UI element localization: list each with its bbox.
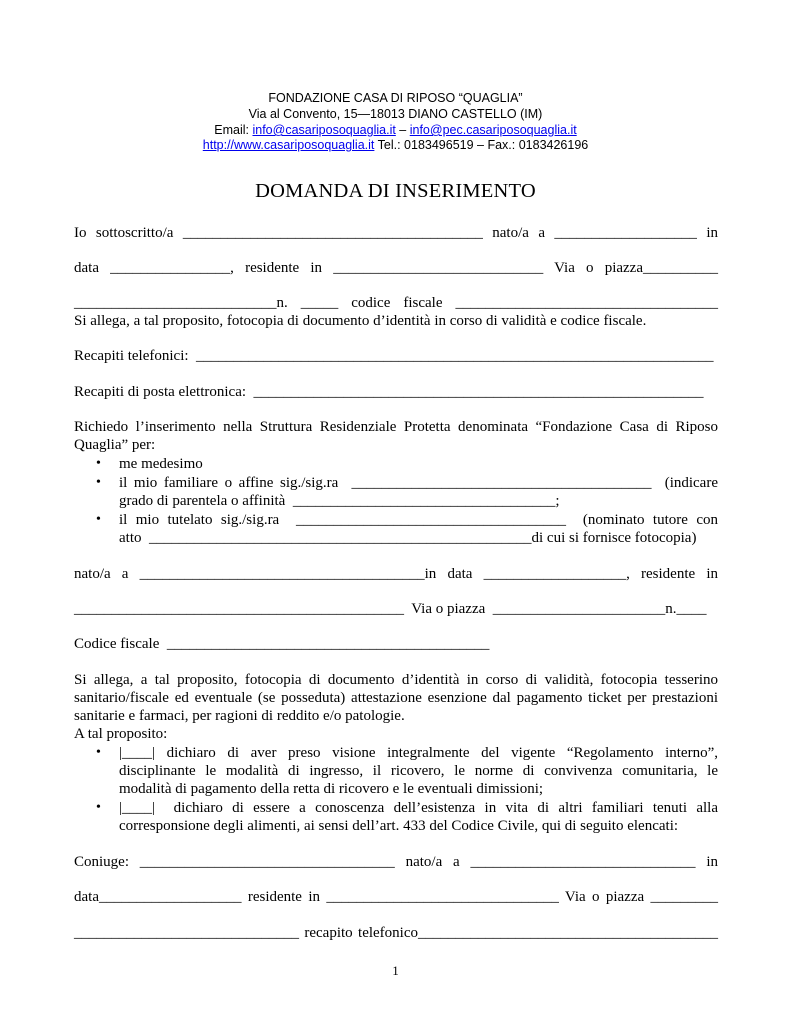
beneficiary-address-line: ____________________________________________ Via o piazza _______________________n.____	[74, 601, 707, 617]
email-contacts-line: Recapiti di posta elettronica: ____________________________________________________________	[74, 384, 704, 400]
attachments-paragraph-line-3: sanitarie e farmaci, per ragioni di reddito e/o patologie.	[74, 708, 405, 724]
org-phone-fax: Tel.: 0183496519 – Fax.: 0183426196	[374, 138, 589, 152]
bullet: •	[96, 475, 101, 490]
page-number: 1	[392, 963, 399, 978]
declarations-intro: A tal proposito:	[74, 726, 168, 742]
phone-contacts-line: Recapiti telefonici: _____________________________________________________________________	[74, 348, 714, 364]
document-title: DOMANDA DI INSERIMENTO	[255, 180, 536, 202]
request-paragraph-line-2: Quaglia” per:	[74, 437, 156, 453]
beneficiary-fiscal-code-line: Codice fiscale ___________________________________________	[74, 636, 490, 652]
email-separator: –	[395, 123, 410, 137]
beneficiary-birth-line: nato/a a ______________________________________in data ___________________, residente in	[74, 566, 718, 582]
website-link[interactable]: http://www.casariposoquaglia.it	[202, 138, 375, 152]
org-name: FONDAZIONE CASA DI RIPOSO “QUAGLIA”	[268, 91, 523, 105]
option-ward-line-1: il mio tutelato sig./sig.ra ____________________________________ (nominato tutore con	[119, 512, 718, 528]
bullet: •	[96, 456, 101, 471]
option-ward-line-2: atto ___________________________________________________di cui si fornisce fotocopia)	[119, 530, 697, 546]
declaration-family-line-1: |____| dichiaro di essere a conoscenza dell’esistenza in vita di altri familiari tenuti alla	[119, 800, 718, 816]
spouse-phone-line: ______________________________ recapito telefonico________________________________________	[74, 925, 718, 941]
email-prefix: Email:	[214, 123, 253, 137]
spouse-residence-line: data___________________ residente in _______________________________ Via o piazza _________	[74, 889, 718, 905]
bullet: •	[96, 800, 101, 815]
declaration-family-line-2: corresponsione degli alimenti, ai sensi dell’art. 433 del Codice Civile, qui di seguito elencati:	[119, 818, 679, 834]
applicant-name-line: Io sottoscritto/a ________________________________________ nato/a a ___________________ in	[74, 225, 718, 241]
option-self: me medesimo	[119, 456, 203, 472]
spouse-line: Coniuge: __________________________________ nato/a a ______________________________ in	[74, 854, 718, 870]
attachments-paragraph-line-2: sanitario/fiscale ed eventuale (se posseduta) attestazione esenzione dal pagamento ticket per prestazioni	[74, 690, 718, 706]
bullet: •	[96, 512, 101, 527]
declaration-regulation-line-1: |____| dichiaro di aver preso visione integralmente del vigente “Regolamento interno”,	[119, 745, 718, 761]
org-address: Via al Convento, 15—18013 DIANO CASTELLO (IM)	[248, 107, 543, 121]
bullet: •	[96, 745, 101, 760]
request-paragraph-line-1: Richiedo l’inserimento nella Struttura Residenziale Protetta denominata “Fondazione Casa di Riposo	[74, 419, 718, 435]
email-link-info[interactable]: info@casariposoquaglia.it	[252, 123, 396, 137]
email-link-pec[interactable]: info@pec.casariposoquaglia.it	[409, 123, 577, 137]
declaration-regulation-line-3: modalità di pagamento della retta di ricovero e le eventuali dimissioni;	[119, 781, 544, 797]
attachments-paragraph-line-1: Si allega, a tal proposito, fotocopia di documento d’identità in corso di validità, fotocopia tesserino	[74, 672, 718, 688]
applicant-attachment-note: Si allega, a tal proposito, fotocopia di documento d’identità in corso di validità e codice fiscale.	[74, 313, 647, 329]
org-email-line	[0, 122, 791, 138]
applicant-address-fiscal-line: ___________________________n. _____ codice fiscale ___________________________________	[74, 295, 718, 311]
declaration-regulation-line-2: disciplinante le modalità di ingresso, il ricovero, le norme di convivenza comunitaria, le	[119, 763, 718, 779]
option-relative-line-1: il mio familiare o affine sig./sig.ra ________________________________________ (indicare	[119, 475, 718, 491]
org-web-line	[0, 137, 791, 153]
applicant-birth-residence-line: data ________________, residente in ____________________________ Via o piazza__________	[74, 260, 718, 276]
option-relative-line-2: grado di parentela o affinità ___________________________________;	[119, 493, 560, 509]
